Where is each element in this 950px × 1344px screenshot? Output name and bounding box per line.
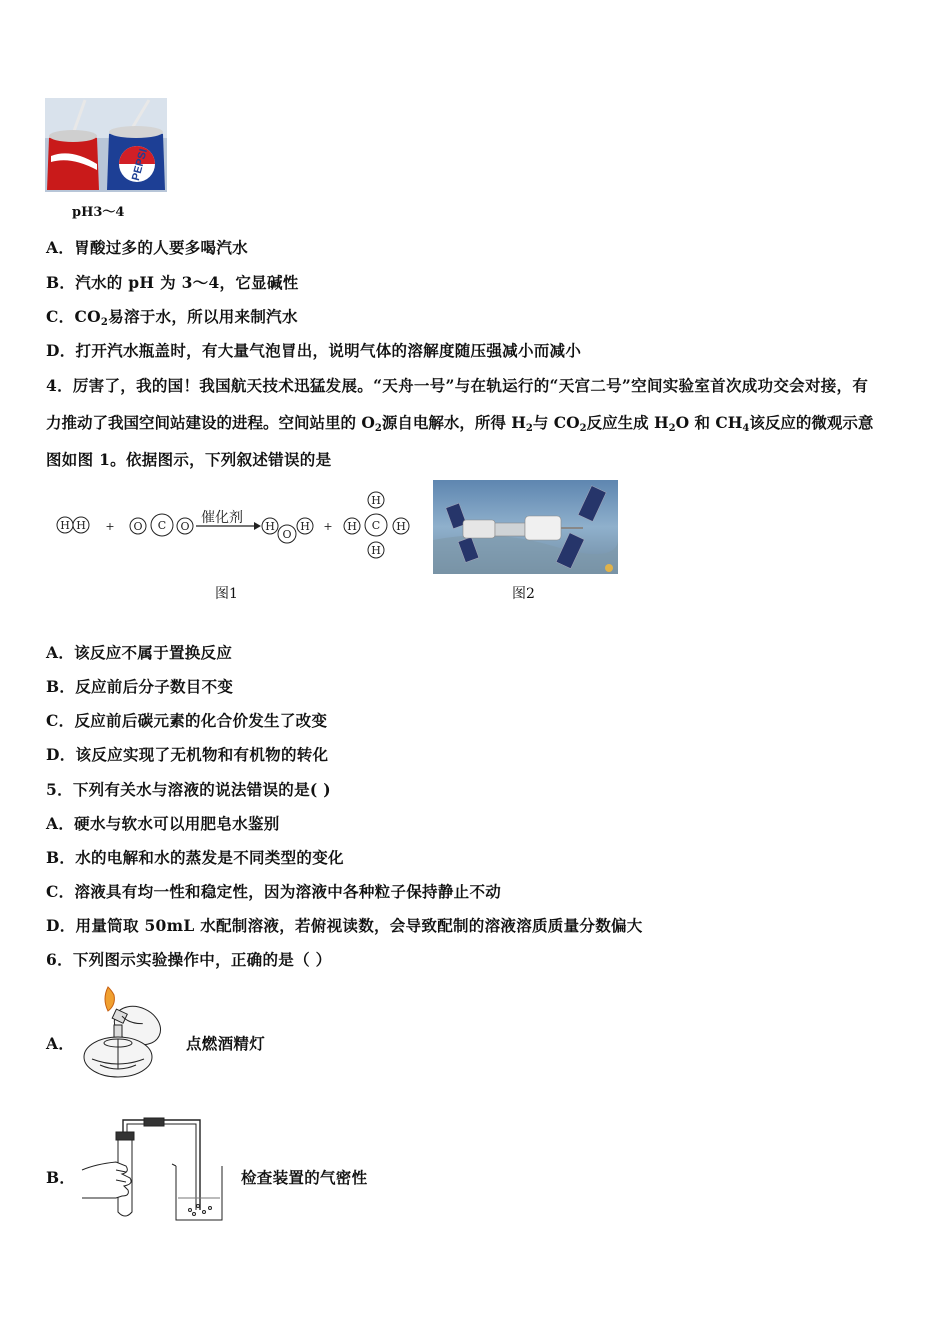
- figure-2-caption: 图2: [512, 586, 535, 602]
- question-5-stem: 5．下列有关水与溶液的说法错误的是( ): [46, 780, 331, 799]
- image-caption: pH3～4: [72, 205, 125, 220]
- atom-o: O: [282, 528, 292, 541]
- airtightness-check-image: [78, 1114, 228, 1224]
- alcohol-lamp-image: [72, 983, 172, 1085]
- option-c: C．反应前后碳元素的化合价发生了改变: [46, 711, 328, 730]
- option-b: B．水的电解和水的蒸发是不同类型的变化: [46, 848, 344, 867]
- option-b-text: 检查装置的气密性: [241, 1168, 368, 1187]
- atom-h: H: [265, 520, 275, 533]
- option-b: B．汽水的 pH 为 3～4，它显碱性: [46, 273, 299, 292]
- option-a-letter: A．: [46, 1034, 75, 1053]
- reaction-diagram: [50, 488, 420, 566]
- plus-sign: +: [323, 520, 333, 533]
- svg-text:PEPSI: PEPSI: [129, 147, 150, 182]
- atom-h: H: [60, 519, 70, 532]
- option-a: A．该反应不属于置换反应: [46, 643, 233, 662]
- figure-1-caption: 图1: [215, 586, 238, 602]
- plus-sign: +: [105, 520, 115, 533]
- atom-c: C: [371, 519, 381, 532]
- option-c: C．$CO_2$易溶于水，所以用来制汽水: [46, 307, 298, 328]
- soda-cans-image: [45, 98, 167, 192]
- atom-h: H: [300, 520, 310, 533]
- question-4-line-1: 4．厉害了，我的国！我国航天技术迅猛发展。“天舟一号”与在轨运行的“天宫二号”空间实验室首次成功交会对接，有: [46, 376, 869, 395]
- option-c: C．溶液具有均一性和稳定性，因为溶液中各种粒子保持静止不动: [46, 882, 502, 901]
- option-b: B．反应前后分子数目不变: [46, 677, 234, 696]
- atom-h: H: [76, 519, 86, 532]
- option-a-text: 点燃酒精灯: [186, 1034, 266, 1053]
- atom-h: H: [347, 520, 357, 533]
- atom-h: H: [396, 520, 406, 533]
- catalyst-label: 催化剂: [201, 510, 243, 526]
- option-d: D．该反应实现了无机物和有机物的转化: [46, 745, 329, 764]
- question-6-stem: 6．下列图示实验操作中，正确的是（ ）: [46, 950, 332, 969]
- space-station-image: [433, 480, 618, 574]
- atom-c: C: [157, 519, 167, 532]
- question-4-line-3: 图如图 1。依据图示，下列叙述错误的是: [46, 450, 332, 469]
- atom-o: O: [180, 520, 190, 533]
- atom-o: O: [133, 520, 143, 533]
- question-4-line-2: 力推动了我国空间站建设的进程。空间站里的 $O_2$源自电解水，所得 $H_2$与 $CO_2$反应生成 $H_2O$ 和 $CH_4$该反应的微观示意: [46, 413, 874, 434]
- option-a: A．胃酸过多的人要多喝汽水: [46, 238, 248, 257]
- option-a: A．硬水与软水可以用肥皂水鉴别: [46, 814, 280, 833]
- option-d: D．打开汽水瓶盖时，有大量气泡冒出，说明气体的溶解度随压强减小而减小: [46, 341, 582, 360]
- atom-h: H: [371, 544, 381, 557]
- option-d: D．用量筒取 50mL 水配制溶液，若俯视读数，会导致配制的溶液溶质质量分数偏大: [46, 916, 643, 935]
- option-b-letter: B．: [46, 1168, 76, 1187]
- atom-h: H: [371, 494, 381, 507]
